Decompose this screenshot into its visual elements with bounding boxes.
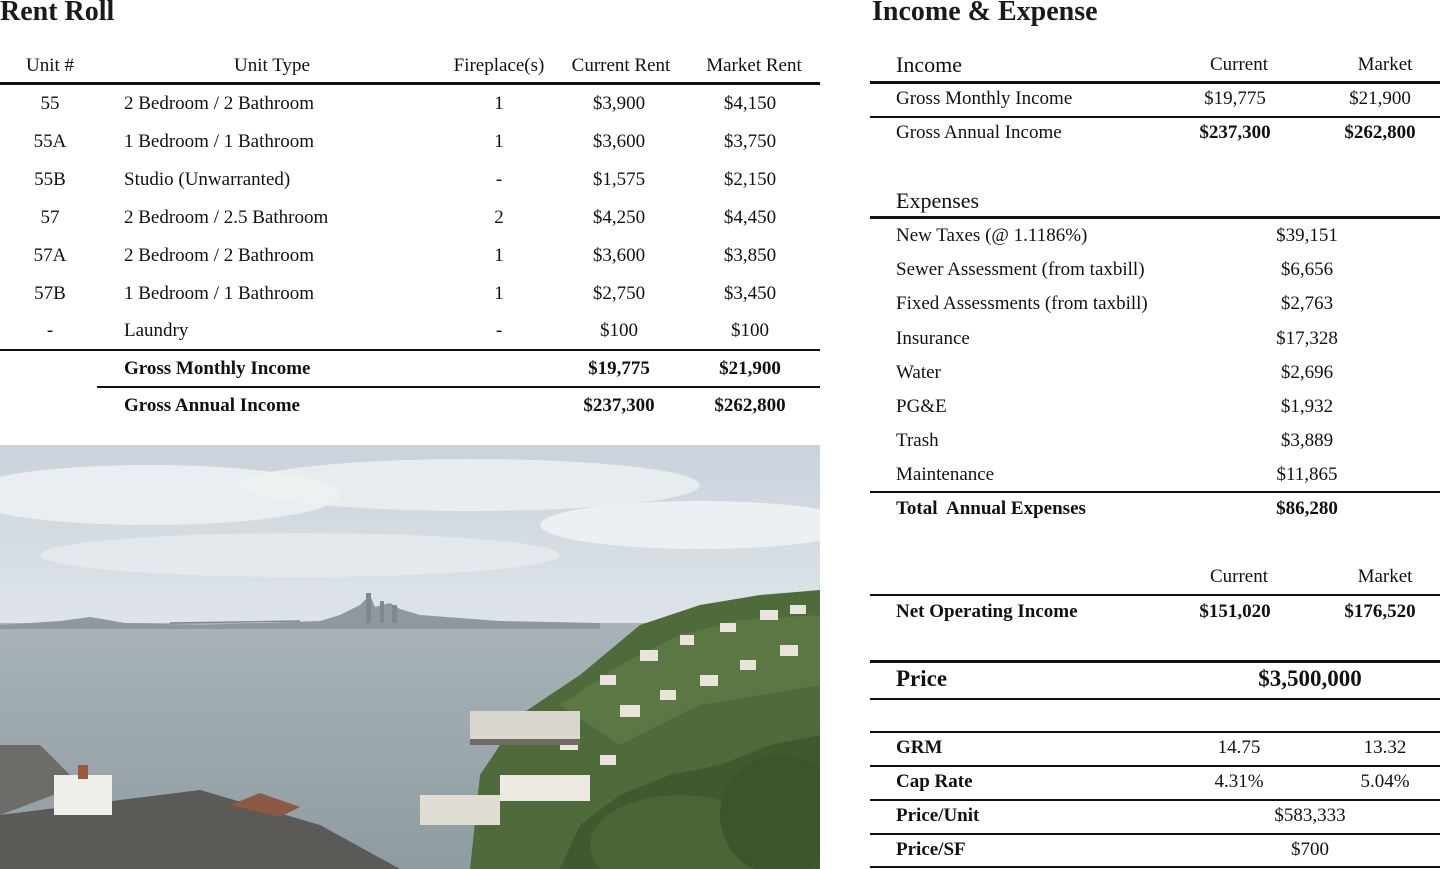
fireplaces-cell: -: [495, 169, 503, 190]
expense-label: Maintenance: [896, 464, 995, 485]
market-rent-cell: $100: [731, 320, 769, 341]
col-header-unit: Unit #: [25, 55, 75, 76]
col-header-fireplaces: Fireplace(s): [453, 55, 545, 76]
total-label: Gross Annual Income: [124, 395, 300, 416]
current-rent-cell: $2,750: [592, 283, 646, 304]
col-header-current-rent: Current Rent: [571, 55, 671, 76]
current-rent-cell: $3,600: [592, 245, 646, 266]
market-rent-cell: $3,850: [723, 245, 777, 266]
unit-cell: 57A: [33, 245, 67, 266]
noi-col-current: Current: [1209, 566, 1269, 587]
col-header-unit-type: Unit Type: [234, 55, 310, 76]
metric-label: Price/Unit: [896, 805, 980, 826]
income-header-divider: [870, 81, 1440, 84]
income-col-market: Market: [1357, 54, 1413, 75]
fireplaces-cell: 1: [494, 283, 504, 304]
bay-view-photo: [0, 445, 820, 869]
unit-cell: 57: [40, 207, 60, 228]
metric-current: 14.75: [1217, 737, 1261, 758]
fireplaces-cell: -: [495, 320, 503, 341]
metrics-divider: [870, 799, 1440, 801]
expense-value: $39,151: [1276, 225, 1338, 246]
noi-col-market: Market: [1357, 566, 1413, 587]
expense-value: $17,328: [1276, 328, 1338, 349]
market-rent-cell: $3,450: [723, 283, 777, 304]
price-bottom-divider: [870, 698, 1440, 700]
income-label: Gross Annual Income: [896, 122, 1062, 143]
expense-label: New Taxes (@ 1.1186%): [896, 225, 1088, 246]
income-market: $21,900: [1349, 88, 1411, 109]
noi-header-divider: [870, 594, 1440, 596]
metric-label: Price/SF: [896, 839, 966, 860]
unit-cell: 55: [40, 93, 60, 114]
metric-label: Cap Rate: [896, 771, 973, 792]
expense-label: Insurance: [896, 328, 970, 349]
fireplaces-cell: 1: [494, 245, 504, 266]
expense-value: $2,763: [1280, 293, 1334, 314]
current-rent-cell: $1,575: [592, 169, 646, 190]
unit-cell: 57B: [34, 283, 66, 304]
noi-market: $176,520: [1344, 601, 1416, 622]
metric-market: 5.04%: [1360, 771, 1410, 792]
totals-divider: [97, 386, 820, 388]
total-current: $19,775: [588, 358, 650, 379]
price-value: $3,500,000: [1258, 666, 1362, 691]
expense-label: Sewer Assessment (from taxbill): [896, 259, 1145, 280]
total-market: $262,800: [714, 395, 786, 416]
expense-label: Trash: [896, 430, 939, 451]
price-label: Price: [896, 666, 948, 691]
fireplaces-cell: 1: [494, 93, 504, 114]
metric-value: $700: [1291, 839, 1329, 860]
noi-current: $151,020: [1199, 601, 1271, 622]
metrics-divider: [870, 765, 1440, 767]
unit-cell: -: [46, 320, 54, 341]
current-rent-cell: $4,250: [592, 207, 646, 228]
metric-value: $583,333: [1274, 805, 1346, 826]
market-rent-cell: $4,450: [723, 207, 777, 228]
expense-value: $3,889: [1280, 430, 1334, 451]
metrics-bottom-divider: [870, 866, 1440, 868]
rows-divider: [0, 349, 820, 351]
fireplaces-cell: 1: [494, 131, 504, 152]
market-rent-cell: $2,150: [723, 169, 777, 190]
unit-cell: 55A: [33, 131, 67, 152]
market-rent-cell: $4,150: [723, 93, 777, 114]
market-rent-cell: $3,750: [723, 131, 777, 152]
total-label: Gross Monthly Income: [124, 358, 311, 379]
col-header-market-rent: Market Rent: [706, 55, 802, 76]
income-current: $19,775: [1204, 88, 1266, 109]
expenses-header-divider: [870, 216, 1440, 219]
expense-label: Water: [896, 362, 941, 383]
rent-roll-title: Rent Roll: [0, 0, 115, 27]
expense-value: $6,656: [1280, 259, 1334, 280]
income-label: Gross Monthly Income: [896, 88, 1073, 109]
expense-value: $2,696: [1280, 362, 1334, 383]
noi-label: Net Operating Income: [896, 601, 1078, 622]
expenses-total-divider: [870, 491, 1440, 493]
unit-type-cell: Laundry: [124, 320, 189, 341]
income-col-current: Current: [1209, 54, 1269, 75]
expense-total-label: Total Annual Expenses: [896, 498, 1086, 519]
fireplaces-cell: 2: [494, 207, 504, 228]
income-market: $262,800: [1344, 122, 1416, 143]
metric-label: GRM: [896, 737, 943, 758]
unit-type-cell: 1 Bedroom / 1 Bathroom: [124, 131, 314, 152]
expense-value: $1,932: [1280, 396, 1334, 417]
unit-cell: 55B: [34, 169, 66, 190]
current-rent-cell: $3,900: [592, 93, 646, 114]
income-header: Income: [896, 52, 962, 77]
expense-total-value: $86,280: [1276, 498, 1338, 519]
unit-type-cell: 1 Bedroom / 1 Bathroom: [124, 283, 314, 304]
expenses-header: Expenses: [896, 188, 980, 213]
metrics-top-divider: [870, 731, 1440, 733]
total-market: $21,900: [719, 358, 781, 379]
current-rent-cell: $3,600: [592, 131, 646, 152]
current-rent-cell: $100: [600, 320, 638, 341]
expense-label: Fixed Assessments (from taxbill): [896, 293, 1148, 314]
unit-type-cell: Studio (Unwarranted): [124, 169, 291, 190]
metric-market: 13.32: [1363, 737, 1407, 758]
total-current: $237,300: [583, 395, 655, 416]
income-expense-title: Income & Expense: [872, 0, 1098, 27]
income-row-divider: [870, 116, 1440, 118]
expense-value: $11,865: [1276, 464, 1338, 485]
expense-label: PG&E: [896, 396, 947, 417]
unit-type-cell: 2 Bedroom / 2.5 Bathroom: [124, 207, 329, 228]
metrics-divider: [870, 833, 1440, 835]
income-current: $237,300: [1199, 122, 1271, 143]
price-top-divider: [870, 660, 1440, 663]
unit-type-cell: 2 Bedroom / 2 Bathroom: [124, 245, 314, 266]
header-divider: [0, 82, 820, 85]
unit-type-cell: 2 Bedroom / 2 Bathroom: [124, 93, 314, 114]
metric-current: 4.31%: [1214, 771, 1264, 792]
